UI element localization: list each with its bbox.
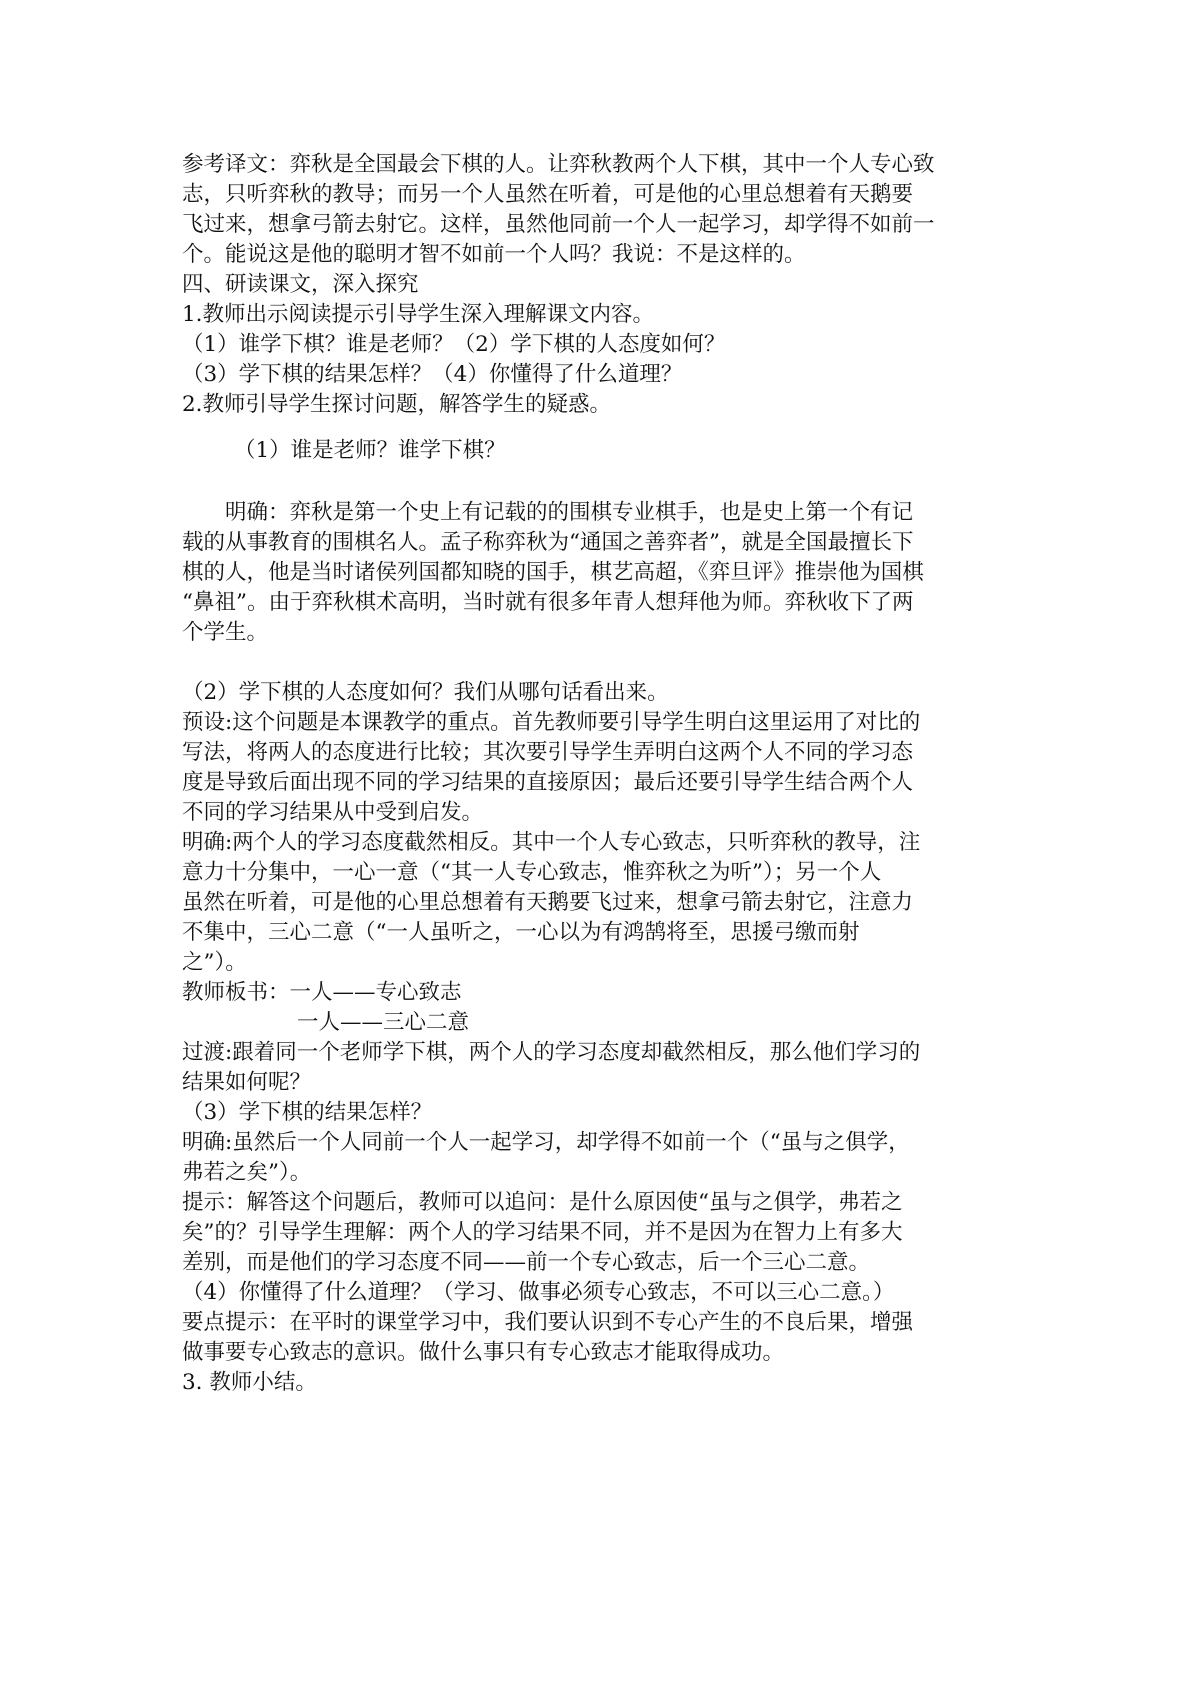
q2-preset-line: 不同的学习结果从中受到启发。 bbox=[182, 800, 484, 825]
question-2-title: （2）学下棋的人态度如何？我们从哪句话看出来。 bbox=[182, 680, 669, 705]
q2-clear-line: 意力十分集中，一心一意（“其一人专心致志，惟弈秋之为听”）；另一个人 bbox=[182, 860, 882, 885]
q2-preset-line: 写法，将两人的态度进行比较；其次要引导学生弄明白这两个人不同的学习态 bbox=[182, 740, 914, 765]
transition-line: 结果如何呢？ bbox=[182, 1070, 312, 1095]
document-page bbox=[182, 150, 1012, 1398]
q3-hint-line: 提示：解答这个问题后，教师可以追问：是什么原因使“虽与之俱学，弗若之 bbox=[182, 1190, 903, 1215]
board-writing-line-2: 一人——三心二意 bbox=[297, 1010, 470, 1035]
q4-key-line: 做事要专心致志的意识。做什么事只有专心致志才能取得成功。 bbox=[182, 1340, 785, 1365]
q1-answer-line: 载的从事教育的围棋名人。孟子称弈秋为“通国之善弈者”，就是全国最擅长下 bbox=[182, 530, 914, 555]
translation-line: 个。能说这是他的聪明才智不如前一个人吗？我说：不是这样的。 bbox=[182, 242, 806, 267]
q3-clear-line: 明确:虽然后一个人同前一个人一起学习，却学得不如前一个（“虽与之俱学， bbox=[182, 1130, 910, 1155]
question-1-title: （1）谁是老师？谁学下棋？ bbox=[234, 438, 506, 463]
list-item-1: 1.教师出示阅读提示引导学生深入理解课文内容。 bbox=[182, 302, 655, 327]
question-line-1: （1）谁学下棋？谁是老师？（2）学下棋的人态度如何？ bbox=[182, 332, 726, 357]
q2-clear-line: 虽然在听着，可是他的心里总想着有天鹅要飞过来，想拿弓箭去射它，注意力 bbox=[182, 890, 914, 915]
summary-item: 3. 教师小结。 bbox=[182, 1370, 317, 1395]
question-line-2: （3）学下棋的结果怎样？（4）你懂得了什么道理？ bbox=[182, 362, 683, 387]
question-3-title: （3）学下棋的结果怎样？ bbox=[182, 1100, 433, 1125]
q1-answer-line: 明确：弈秋是第一个史上有记载的的围棋专业棋手，也是史上第一个有记 bbox=[225, 500, 914, 525]
q1-answer-line: “鼻祖”。由于弈秋棋术高明，当时就有很多年青人想拜他为师。弈秋收下了两 bbox=[182, 590, 914, 615]
board-writing-line-1: 教师板书：一人——专心致志 bbox=[182, 980, 462, 1005]
translation-line: 参考译文：弈秋是全国最会下棋的人。让弈秋教两个人下棋，其中一个人专心致 bbox=[182, 152, 935, 177]
q1-answer-line: 个学生。 bbox=[182, 620, 269, 645]
section-heading: 四、研读课文，深入探究 bbox=[182, 272, 419, 297]
q4-key-line: 要点提示：在平时的课堂学习中，我们要认识到不专心产生的不良后果，增强 bbox=[182, 1310, 914, 1335]
q3-hint-line: 矣”的？引导学生理解：两个人的学习结果不同，并不是因为在智力上有多大 bbox=[182, 1220, 903, 1245]
q3-clear-line: 弗若之矣”）。 bbox=[182, 1160, 312, 1185]
translation-line: 志，只听弈秋的教导；而另一个人虽然在听着，可是他的心里总想着有天鹅要 bbox=[182, 182, 914, 207]
q3-hint-line: 差别，而是他们的学习态度不同——前一个专心致志，后一个三心二意。 bbox=[182, 1250, 871, 1275]
q1-answer-line: 棋的人，他是当时诸侯列国都知晓的国手，棋艺高超，《弈旦评》推崇他为国棋 bbox=[182, 560, 924, 585]
translation-line: 飞过来，想拿弓箭去射它。这样，虽然他同前一个人一起学习，却学得不如前一 bbox=[182, 212, 935, 237]
q2-clear-line: 明确:两个人的学习态度截然相反。其中一个人专心致志，只听弈秋的教导，注 bbox=[182, 830, 921, 855]
q2-clear-line: 之”）。 bbox=[182, 950, 247, 975]
question-4-title: （4）你懂得了什么道理？（学习、做事必须专心致志，不可以三心二意。） bbox=[182, 1280, 895, 1305]
q2-clear-line: 不集中，三心二意（“一人虽听之，一心以为有鸿鹄将至，思援弓缴而射 bbox=[182, 920, 860, 945]
transition-line: 过渡:跟着同一个老师学下棋，两个人的学习态度却截然相反，那么他们学习的 bbox=[182, 1040, 921, 1065]
q2-preset-line: 预设:这个问题是本课教学的重点。首先教师要引导学生明白这里运用了对比的 bbox=[182, 710, 921, 735]
list-item-2: 2.教师引导学生探讨问题，解答学生的疑惑。 bbox=[182, 392, 612, 417]
q2-preset-line: 度是导致后面出现不同的学习结果的直接原因；最后还要引导学生结合两个人 bbox=[182, 770, 914, 795]
